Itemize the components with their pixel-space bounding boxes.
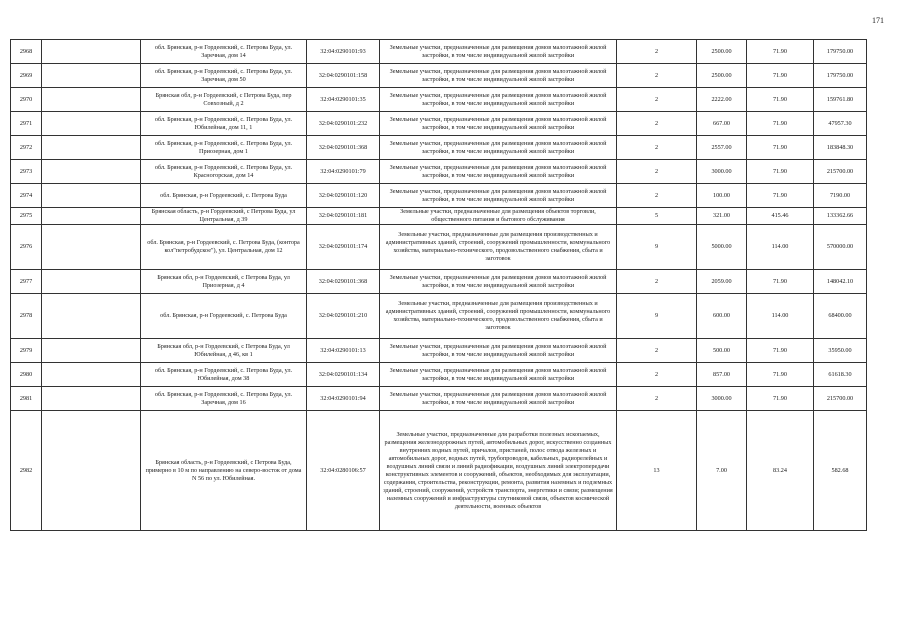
row-number-cell: 2977 xyxy=(11,270,42,294)
cadastral-value-cell: 183848.30 xyxy=(814,136,867,160)
specific-value-cell: 71.90 xyxy=(747,112,814,136)
use-group-cell: 2 xyxy=(617,136,697,160)
cadastral-value-cell: 570000.00 xyxy=(814,225,867,270)
table-row xyxy=(11,136,867,160)
area-cell: 500.00 xyxy=(697,339,747,363)
cadastral-number-cell: 32:04:0290101:232 xyxy=(307,112,380,136)
address-cell: обл. Брянская, р-н Гордеевский, с. Петрова Буда, ул. Красногорская, дом 14 xyxy=(141,160,307,184)
land-use-cell: Земельные участки, предназначенные для размещения домов малоэтажной жилой застройки, в том числе индивидуальной жилой застройки xyxy=(380,270,617,294)
blank-cell xyxy=(42,339,141,363)
specific-value-cell: 71.90 xyxy=(747,40,814,64)
land-use-cell: Земельные участки, предназначенные для размещения домов малоэтажной жилой застройки, в том числе индивидуальной жилой застройки xyxy=(380,112,617,136)
land-use-cell: Земельные участки, предназначенные для размещения объектов торговли, общественного питания и бытового обслуживания xyxy=(380,208,617,225)
cadastral-number-cell: 32:04:0290101:158 xyxy=(307,64,380,88)
cadastral-value-cell: 159761.80 xyxy=(814,88,867,112)
area-cell: 2059.00 xyxy=(697,270,747,294)
row-number-cell: 2982 xyxy=(11,411,42,531)
specific-value-cell: 71.90 xyxy=(747,363,814,387)
land-use-cell: Земельные участки, предназначенные для размещения домов малоэтажной жилой застройки, в том числе индивидуальной жилой застройки xyxy=(380,136,617,160)
cadastral-number-cell: 32:04:0290101:13 xyxy=(307,339,380,363)
specific-value-cell: 71.90 xyxy=(747,339,814,363)
land-use-cell: Земельные участки, предназначенные для разработки полезных ископаемых, размещения железнодорожных путей, автомобильных дорог, искусственно созданных внутренних водных путей, причалов, пристаней, полос отвода железных и автомобильных дорог, водных путей, трубопроводов, кабельных, радиорелейных и воздушных линий связи и линий радиофикации, воздушных линий электропередачи конструктивных элементов и сооружений, объектов, необходимых для эксплуатации, содержания, строительства, реконструкции, ремонта, развития наземных и подземных зданий, строений, сооружений, устройств транспорта, энергетики и связи; размещения наземных сооружений и инфраструктуры спутниковой связи, объектов космической деятельности, военных объектов xyxy=(380,411,617,531)
area-cell: 667.00 xyxy=(697,112,747,136)
cadastral-number-cell: 32:04:0290101:93 xyxy=(307,40,380,64)
blank-cell xyxy=(42,411,141,531)
use-group-cell: 13 xyxy=(617,411,697,531)
land-use-cell: Земельные участки, предназначенные для размещения домов малоэтажной жилой застройки, в том числе индивидуальной жилой застройки xyxy=(380,40,617,64)
specific-value-cell: 114.00 xyxy=(747,225,814,270)
blank-cell xyxy=(42,208,141,225)
blank-cell xyxy=(42,136,141,160)
row-number-cell: 2969 xyxy=(11,64,42,88)
land-use-cell: Земельные участки, предназначенные для размещения домов малоэтажной жилой застройки, в том числе индивидуальной жилой застройки xyxy=(380,387,617,411)
use-group-cell: 9 xyxy=(617,294,697,339)
cadastral-number-cell: 32:04:0290101:174 xyxy=(307,225,380,270)
address-cell: обл. Брянская, р-н Гордеевский, с. Петрова Буда, ул. Юбилейная, дом 38 xyxy=(141,363,307,387)
cadastral-number-cell: 32:04:0290101:134 xyxy=(307,363,380,387)
specific-value-cell: 83.24 xyxy=(747,411,814,531)
blank-cell xyxy=(42,184,141,208)
area-cell: 2500.00 xyxy=(697,40,747,64)
table-row xyxy=(11,294,867,339)
address-cell: обл. Брянская, р-н Гордеевский, с. Петрова Буда, (контора кол"петробудское"), ул. Центральная, дом 12 xyxy=(141,225,307,270)
area-cell: 3000.00 xyxy=(697,387,747,411)
area-cell: 5000.00 xyxy=(697,225,747,270)
row-number-cell: 2971 xyxy=(11,112,42,136)
table-row xyxy=(11,270,867,294)
address-cell: обл. Брянская, р-н Гордеевский, с. Петрова Буда, ул. Приозерная, дом 1 xyxy=(141,136,307,160)
table-row xyxy=(11,64,867,88)
table-row xyxy=(11,160,867,184)
blank-cell xyxy=(42,294,141,339)
blank-cell xyxy=(42,64,141,88)
land-use-cell: Земельные участки, предназначенные для размещения домов малоэтажной жилой застройки, в том числе индивидуальной жилой застройки xyxy=(380,64,617,88)
specific-value-cell: 71.90 xyxy=(747,64,814,88)
row-number-cell: 2973 xyxy=(11,160,42,184)
address-cell: Брянская область, р-н Гордеевский, с Петрова Буда, ул Центральная, д 39 xyxy=(141,208,307,225)
use-group-cell: 2 xyxy=(617,64,697,88)
table-row xyxy=(11,339,867,363)
table-row xyxy=(11,387,867,411)
use-group-cell: 9 xyxy=(617,225,697,270)
use-group-cell: 5 xyxy=(617,208,697,225)
specific-value-cell: 71.90 xyxy=(747,136,814,160)
address-cell: обл. Брянская, р-н Гордеевский, с. Петрова Буда, ул. Юбилейная, дом 11, 1 xyxy=(141,112,307,136)
land-use-cell: Земельные участки, предназначенные для размещения домов малоэтажной жилой застройки, в том числе индивидуальной жилой застройки xyxy=(380,184,617,208)
area-cell: 2500.00 xyxy=(697,64,747,88)
row-number-cell: 2980 xyxy=(11,363,42,387)
cadastral-value-cell: 47957.30 xyxy=(814,112,867,136)
cadastral-number-cell: 32:04:0290101:181 xyxy=(307,208,380,225)
specific-value-cell: 71.90 xyxy=(747,270,814,294)
land-use-cell: Земельные участки, предназначенные для размещения производственных и административных зданий, строений, сооружений промышленности, коммунального хозяйства, материально-технического, продовольственного снабжения, сбыта и заготовок xyxy=(380,294,617,339)
blank-cell xyxy=(42,88,141,112)
row-number-cell: 2968 xyxy=(11,40,42,64)
cadastral-value-cell: 179750.00 xyxy=(814,64,867,88)
cadastral-value-cell: 215700.00 xyxy=(814,387,867,411)
row-number-cell: 2975 xyxy=(11,208,42,225)
area-cell: 321.00 xyxy=(697,208,747,225)
row-number-cell: 2974 xyxy=(11,184,42,208)
cadastral-value-cell: 148042.10 xyxy=(814,270,867,294)
cadastral-value-cell: 68400.00 xyxy=(814,294,867,339)
land-use-cell: Земельные участки, предназначенные для размещения домов малоэтажной жилой застройки, в том числе индивидуальной жилой застройки xyxy=(380,339,617,363)
table-row xyxy=(11,225,867,270)
row-number-cell: 2979 xyxy=(11,339,42,363)
table-row xyxy=(11,40,867,64)
row-number-cell: 2976 xyxy=(11,225,42,270)
specific-value-cell: 71.90 xyxy=(747,88,814,112)
area-cell: 100.00 xyxy=(697,184,747,208)
address-cell: Брянская обл, р-н Гордеевский, с Петрова Буда, пер Совхозный, д 2 xyxy=(141,88,307,112)
use-group-cell: 2 xyxy=(617,160,697,184)
use-group-cell: 2 xyxy=(617,184,697,208)
cadastral-number-cell: 32:04:0290101:368 xyxy=(307,136,380,160)
table-row xyxy=(11,112,867,136)
use-group-cell: 2 xyxy=(617,88,697,112)
address-cell: обл. Брянская, р-н Гордеевский, с. Петрова Буда xyxy=(141,294,307,339)
page-number: 171 xyxy=(872,16,884,25)
address-cell: обл. Брянская, р-н Гордеевский, с. Петрова Буда, ул. Заречная, дом 14 xyxy=(141,40,307,64)
cadastral-number-cell: 32:04:0290101:94 xyxy=(307,387,380,411)
address-cell: обл. Брянская, р-н Гордеевский, с. Петрова Буда, ул. Заречная, дом 50 xyxy=(141,64,307,88)
use-group-cell: 2 xyxy=(617,270,697,294)
row-number-cell: 2970 xyxy=(11,88,42,112)
specific-value-cell: 71.90 xyxy=(747,184,814,208)
use-group-cell: 2 xyxy=(617,112,697,136)
table-row xyxy=(11,411,867,531)
use-group-cell: 2 xyxy=(617,363,697,387)
area-cell: 2557.00 xyxy=(697,136,747,160)
land-use-cell: Земельные участки, предназначенные для размещения домов малоэтажной жилой застройки, в том числе индивидуальной жилой застройки xyxy=(380,160,617,184)
row-number-cell: 2981 xyxy=(11,387,42,411)
table-row xyxy=(11,208,867,225)
specific-value-cell: 415.46 xyxy=(747,208,814,225)
cadastral-number-cell: 32:04:0290101:79 xyxy=(307,160,380,184)
land-use-cell: Земельные участки, предназначенные для размещения производственных и административных зданий, строений, сооружений промышленности, коммунального хозяйства, материально-технического, продовольственного снабжения, сбыта и заготовок xyxy=(380,225,617,270)
address-cell: Брянская обл, р-н Гордеевский, с Петрова Буда, ул Юбилейная, д 46, кв 1 xyxy=(141,339,307,363)
address-cell: Брянская обл, р-н Гордеевский, с Петрова Буда, ул Приозерная, д 4 xyxy=(141,270,307,294)
cadastral-number-cell: 32:04:0290101:120 xyxy=(307,184,380,208)
cadastral-number-cell: 32:04:0290101:210 xyxy=(307,294,380,339)
blank-cell xyxy=(42,160,141,184)
area-cell: 7.00 xyxy=(697,411,747,531)
cadastral-value-cell: 582.68 xyxy=(814,411,867,531)
area-cell: 2222.00 xyxy=(697,88,747,112)
table-row xyxy=(11,184,867,208)
cadastral-number-cell: 32:04:0290101:35 xyxy=(307,88,380,112)
row-number-cell: 2972 xyxy=(11,136,42,160)
land-use-cell: Земельные участки, предназначенные для размещения домов малоэтажной жилой застройки, в том числе индивидуальной жилой застройки xyxy=(380,363,617,387)
blank-cell xyxy=(42,112,141,136)
area-cell: 857.00 xyxy=(697,363,747,387)
cadastral-number-cell: 32:04:0280106:57 xyxy=(307,411,380,531)
blank-cell xyxy=(42,387,141,411)
table-body xyxy=(11,40,867,531)
address-cell: Брянская область, р-н Гордеевский, с Петрова Буда, примерно в 10 м по направлению на северо-восток от дома N 56 по ул. Юбилейная. xyxy=(141,411,307,531)
land-use-cell: Земельные участки, предназначенные для размещения домов малоэтажной жилой застройки, в том числе индивидуальной жилой застройки xyxy=(380,88,617,112)
blank-cell xyxy=(42,270,141,294)
use-group-cell: 2 xyxy=(617,339,697,363)
cadastral-value-cell: 7190.00 xyxy=(814,184,867,208)
use-group-cell: 2 xyxy=(617,387,697,411)
area-cell: 600.00 xyxy=(697,294,747,339)
blank-cell xyxy=(42,225,141,270)
cadastral-number-cell: 32:04:0290101:368 xyxy=(307,270,380,294)
specific-value-cell: 71.90 xyxy=(747,160,814,184)
area-cell: 3000.00 xyxy=(697,160,747,184)
table-row xyxy=(11,363,867,387)
blank-cell xyxy=(42,363,141,387)
address-cell: обл. Брянская, р-н Гордеевский, с. Петрова Буда xyxy=(141,184,307,208)
address-cell: обл. Брянская, р-н Гордеевский, с. Петрова Буда, ул. Заречная, дом 16 xyxy=(141,387,307,411)
cadastral-value-cell: 215700.00 xyxy=(814,160,867,184)
row-number-cell: 2978 xyxy=(11,294,42,339)
specific-value-cell: 114.00 xyxy=(747,294,814,339)
use-group-cell: 2 xyxy=(617,40,697,64)
specific-value-cell: 71.90 xyxy=(747,387,814,411)
cadastral-value-cell: 61618.30 xyxy=(814,363,867,387)
cadastral-value-cell: 179750.00 xyxy=(814,40,867,64)
cadastral-value-cell: 35950.00 xyxy=(814,339,867,363)
table-row xyxy=(11,88,867,112)
cadastral-value-table xyxy=(10,39,867,531)
blank-cell xyxy=(42,40,141,64)
cadastral-value-cell: 133362.66 xyxy=(814,208,867,225)
